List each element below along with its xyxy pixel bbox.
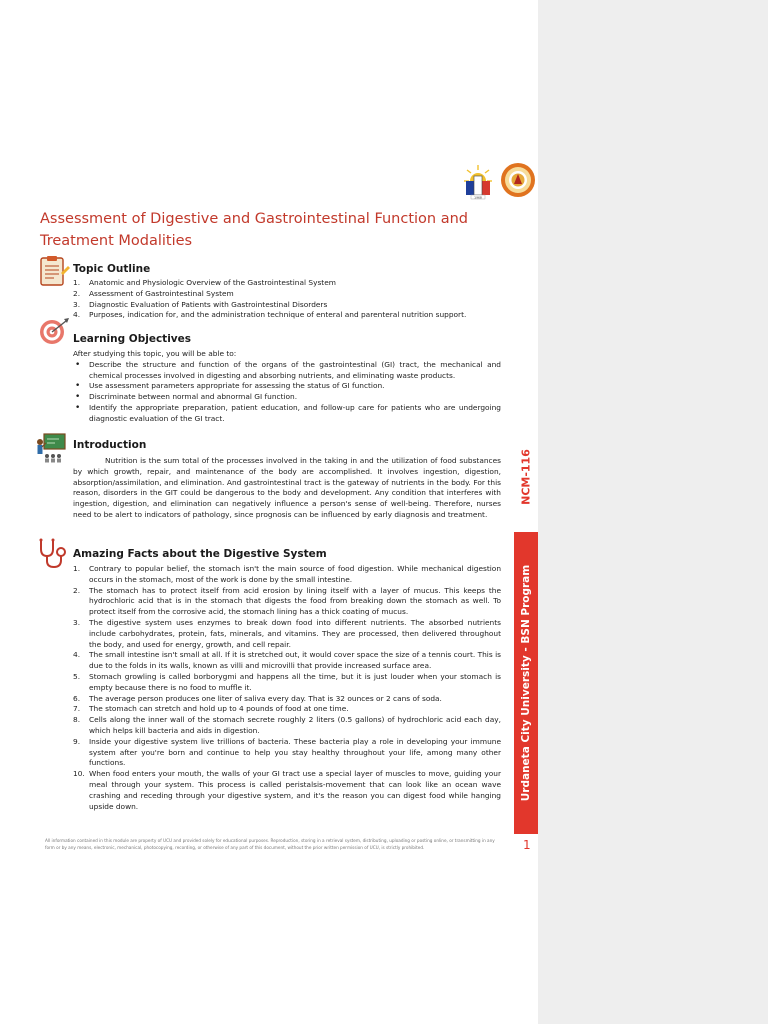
topic-outline-heading: Topic Outline: [73, 263, 151, 275]
target-icon: [38, 316, 70, 348]
comment-margin-panel: [538, 0, 768, 1024]
stethoscope-icon: [36, 537, 68, 569]
list-item: 1. Anatomic and Physiologic Overview of the Gastrointestinal System: [73, 278, 336, 287]
list-item: 4. Purposes, indication for, and the administration technique of enteral and parenteral nutrition support.: [73, 310, 467, 320]
amazing-facts-list: [73, 564, 501, 812]
list-item: 5. Stomach growling is called borborygmi and happens all the time, but it is just louder when your stomach is empty because there is no food to muffle it.: [73, 671, 501, 692]
government-seal-logo: [464, 165, 492, 199]
list-item: 7. The stomach can stretch and hold up to 4 pounds of food at one time.: [73, 704, 349, 714]
list-item: • Describe the structure and function of the organs of the gastrointestinal (GI) tract, the mechanical and chemical processes involved in digesting and absorbing nutrients, and eliminating waste products.: [73, 360, 501, 382]
page-number: 1: [523, 838, 531, 852]
list-item: • Identify the appropriate preparation, patient education, and follow-up care for patients who are undergoing diagnostic evaluation of the GI tract.: [73, 403, 501, 425]
list-item: • Discriminate between normal and abnormal GI function.: [73, 392, 501, 403]
list-item: 9. Inside your digestive system live trillions of bacteria. These bacteria play a role in developing your immune system after you're born and continue to help you stay healthy throughout your life, among many other functions.: [73, 736, 501, 768]
clipboard-icon: [38, 255, 70, 287]
list-item: 3. Diagnostic Evaluation of Patients with Gastrointestinal Disorders: [73, 299, 328, 309]
logo-year: 1968: [474, 195, 482, 200]
amazing-facts-heading: Amazing Facts about the Digestive System: [73, 548, 327, 560]
list-item: 4. The small intestine isn't small at all. If it is stretched out, it would cover space the size of a tennis court. This is due to the folds in its walls, known as villi and microvilli that provide increased surface area.: [73, 650, 501, 671]
list-item: 10. When food enters your mouth, the walls of your GI tract use a special layer of muscles to move, guiding your meal through your system. This process is called peristalsis-movement that can look like an ocean wave crashing and receding through your digestive system, and it's the reason you can digest food while hanging upside down.: [73, 769, 501, 811]
list-item: 2. The stomach has to protect itself from acid erosion by lining itself with a layer of mucus. This keeps the hydrochloric acid that is in the stomach that digests the food from breaking down the stomach as well. To protect itself from the corrosive acid, the stomach lining has a thick coating of mucus.: [73, 585, 501, 617]
university-seal-logo: [501, 163, 535, 197]
list-item: 2. Assessment of Gastrointestinal System: [73, 288, 234, 298]
list-item: 6. The average person produces one liter of saliva every day. That is 32 ounces or 2 cans of soda.: [73, 693, 442, 703]
list-item: 1. Contrary to popular belief, the stomach isn't the main source of food digestion. While mechanical digestion occurs in the stomach, most of the work is done by the small intestine.: [73, 564, 501, 584]
course-code-label: NCM-116: [519, 449, 533, 505]
objectives-intro: After studying this topic, you will be able to:: [73, 349, 237, 358]
footer-disclaimer: All information contained in this module are property of UCU and provided solely for educational purposes. Reproduction, storing in a retrieval system, distributing, uploading or posting online, or transmitting in any form or by any means, electronic, mechanical, photocopying, recording, or otherwise of any part of this document, without the prior written permission of UCU, is strictly prohibited.: [45, 838, 495, 850]
learning-objectives-block: [73, 349, 501, 425]
teacher-board-icon: [35, 432, 67, 464]
learning-objectives-heading: Learning Objectives: [73, 333, 192, 345]
list-item: 3. The digestive system uses enzymes to break down food into different nutrients. The absorbed nutrients include carbohydrates, protein, fats, minerals, and vitamins. They are processed, then delivered throughout the body, and used for energy, growth, and cell repair.: [73, 617, 501, 649]
introduction-paragraph: Nutrition is the sum total of the processes involved in the taking in and the utilization of food substances by which growth, repair, and maintenance of the body are accomplished. It involves ingestion, digestion, absorption/assimilation, and elimination. And gastrointestinal tract is the gateway of nutrients in the body. For this reason, disorders in the GIT could be dangerous to the body and development. Any condition that interferes with ingestion, digestion, and elimination can negatively influence a person's sense of well-being. Therefore, nurses need to be alert to indicators of pathology, since prognosis can be influenced by early diagnosis and treatment.: [73, 456, 501, 519]
topic-outline-list: [73, 278, 501, 321]
list-item: • Use assessment parameters appropriate for assessing the status of GI function.: [73, 381, 501, 392]
introduction-heading: Introduction: [73, 439, 147, 451]
document-title: Assessment of Digestive and Gastrointestinal Function and Treatment Modalities: [40, 211, 469, 249]
list-item: 8. Cells along the inner wall of the stomach secrete roughly 2 liters (0.5 gallons) of hydrochloric acid each day, which helps kill bacteria and aids in digestion.: [73, 715, 501, 735]
program-label: Urdaneta City University - BSN Program: [520, 564, 532, 802]
header-logos: [462, 162, 538, 202]
